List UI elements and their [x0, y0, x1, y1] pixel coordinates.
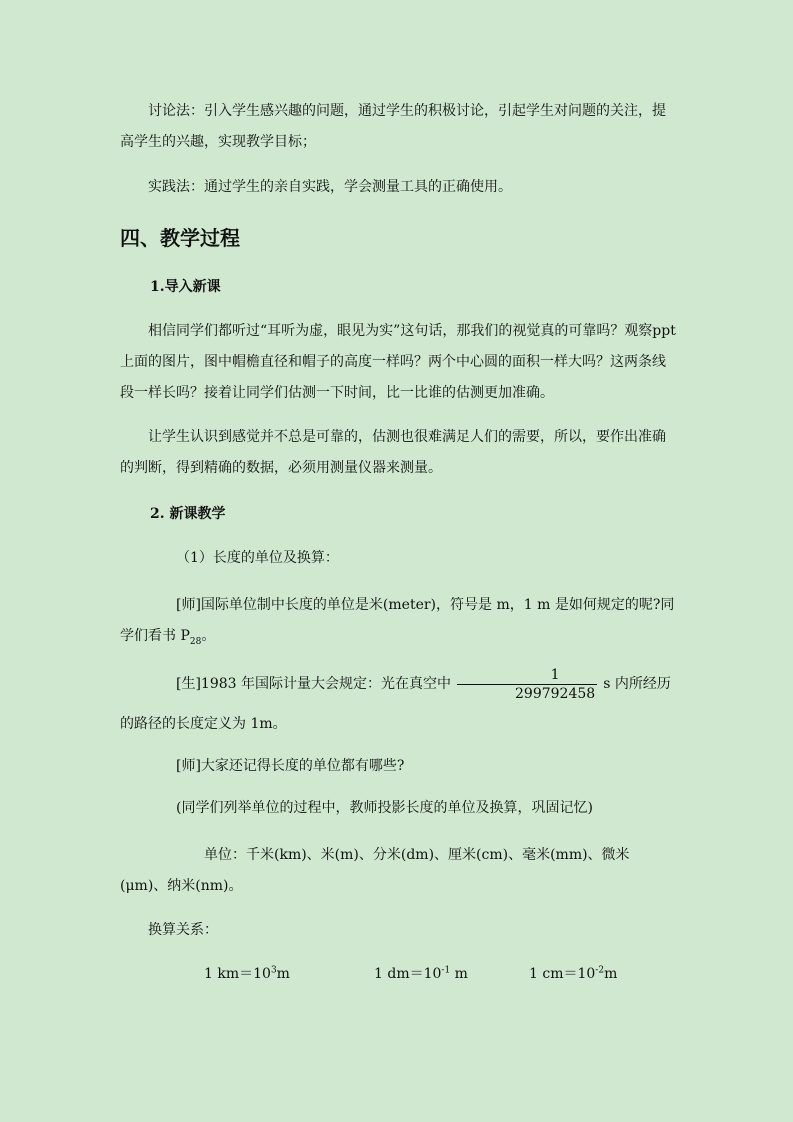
conversion-km: [204, 960, 290, 988]
projection-note: (同学们列举单位的过程中，教师投影长度的单位及换算，巩固记忆): [176, 800, 593, 816]
conversion-dm-unit: m: [450, 966, 468, 982]
paragraph-intro: 相信同学们都听过“耳听为虚，眼见为实”这句话，那我们的视觉真的可靠吗？观察ppt上面的图片，图中帽檐直径和帽子的高度一样吗？两个中心圆的面积一样大吗？这两条线段一样长吗？接着让同学们估测一下时间，比一比谁的估测更加准确。: [120, 323, 676, 401]
conversion-cm-unit: m: [604, 966, 618, 982]
conversion-dm-base: 1 dm＝10: [374, 966, 442, 982]
conversion-km-exponent: 3: [270, 965, 277, 976]
subheading-new-lesson: 2. 新课教学: [150, 506, 226, 522]
page-number-subscript: 28: [189, 636, 202, 647]
fraction-denominator: 299792458: [515, 685, 596, 702]
conversion-dm: [374, 960, 468, 988]
item-length-units: （1）长度的单位及换算：: [176, 550, 339, 566]
section-title: 四、教学过程: [120, 226, 240, 250]
conversion-cm: [529, 960, 617, 988]
paragraph-discussion-method: 讨论法：引入学生感兴趣的问题，通过学生的积极讨论，引起学生对问题的关注，提高学生的兴趣，实现教学目标；: [120, 103, 666, 150]
teacher-units-question: [师]大家还记得长度的单位都有哪些?: [176, 758, 405, 774]
student-answer-end: s 内所经历的路径的长度定义为 1m。: [120, 676, 671, 732]
conversion-cm-exponent: -2: [595, 965, 605, 976]
paragraph-teacher-question: [120, 590, 676, 652]
fraction-numerator: 1: [457, 666, 597, 685]
conversion-km-unit: m: [276, 966, 290, 982]
teacher-question-text: [师]国际单位制中长度的单位是米(meter)，符号是 m，1 m 是如何规定的呢?同学们看书 P: [120, 597, 675, 644]
student-answer-text: [生]1983 年国际计量大会规定：光在真空中: [176, 676, 452, 692]
conversion-dm-exponent: -1: [441, 965, 451, 976]
subheading-intro: 1.导入新课: [150, 279, 221, 295]
conversion-cm-base: 1 cm＝10: [529, 966, 596, 982]
conversion-label: 换算关系：: [148, 922, 218, 938]
paragraph-student-answer: [120, 664, 676, 744]
fraction: [457, 666, 597, 703]
units-list: 单位：千米(km)、米(m)、分米(dm)、厘米(cm)、毫米(mm)、微米(μm)、纳米(nm)。: [120, 847, 630, 894]
teacher-question-end: 。: [201, 628, 216, 644]
conversion-km-base: 1 km＝10: [204, 966, 271, 982]
paragraph-practice-method: 实践法：通过学生的亲自实践，学会测量工具的正确使用。: [148, 179, 512, 195]
paragraph-senses: 让学生认识到感觉并不总是可靠的，估测也很难满足人们的需要，所以，要作出准确的判断，得到精确的数据，必须用测量仪器来测量。: [120, 429, 666, 476]
